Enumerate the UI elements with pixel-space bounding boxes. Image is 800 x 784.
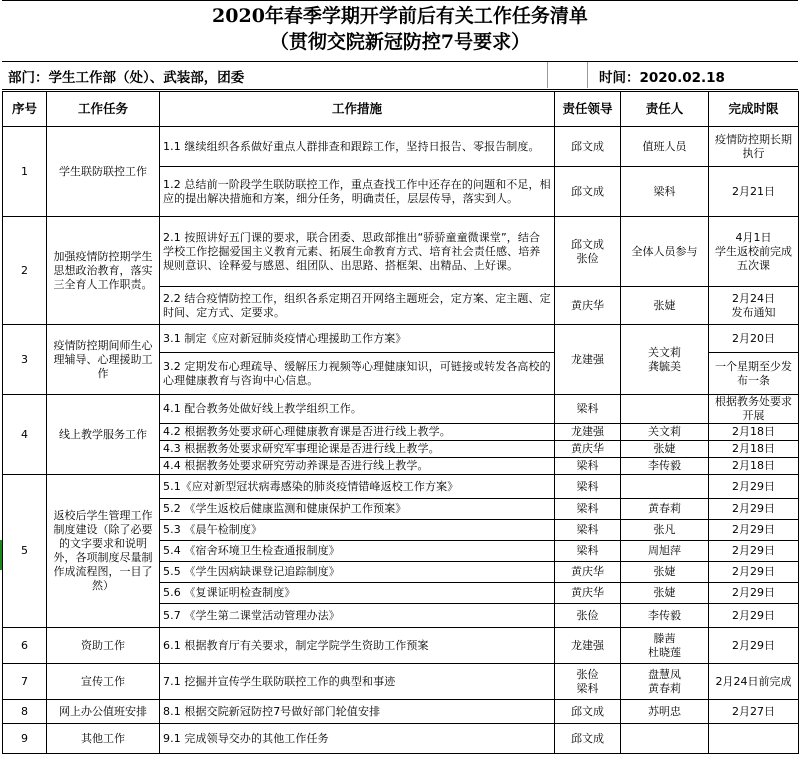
deadline-text: 2月29日 (709, 475, 799, 499)
dept-label: 部门：学生工作部（处）、武装部，团委 (8, 70, 245, 86)
person-name: 盘慧凤 黄春莉 (621, 664, 709, 700)
leader-name: 张俭 梁科 (555, 664, 621, 700)
table-header-row (3, 92, 799, 127)
deadline-text: 2月18日 (709, 424, 799, 441)
measure-text: 5.1《应对新型冠状病毒感染的肺炎疫情错峰返校工作方案》 (160, 475, 555, 499)
person-name: 张凡 (621, 520, 709, 541)
task-table-body (3, 92, 799, 754)
person-name: 全体人员参与 (621, 217, 709, 287)
measure-text: 4.3 根据教务处要求研究军事理论课是否进行线上教学。 (160, 441, 555, 458)
leader-name: 邱文成 (555, 700, 621, 724)
dept-divider (2, 89, 798, 90)
person-name: 值班人员 (621, 127, 709, 167)
leader-name: 黄庆华 (555, 441, 621, 458)
page-subtitle: （贯彻交院新冠防控7号要求） (269, 31, 531, 53)
measure-text: 6.1 根据教育厅有关要求，制定学院学生资助工作预案 (160, 628, 555, 664)
col-header-no: 序号 (3, 92, 47, 127)
deadline-text (709, 724, 799, 754)
table-row (3, 724, 799, 754)
dept-divider-1 (547, 62, 548, 88)
col-header-person: 责任人 (621, 92, 709, 127)
table-row (3, 395, 799, 424)
person-name: 张婕 (621, 562, 709, 583)
row-selection-marker (0, 540, 2, 570)
leader-name: 龙建强 (555, 628, 621, 664)
leader-name: 梁科 (555, 520, 621, 541)
deadline-text: 2月24日前完成 (709, 664, 799, 700)
measure-text: 8.1 根据交院新冠防控7号做好部门轮值安排 (160, 700, 555, 724)
task-name: 疫情防控期间师生心理辅导、心理援助工作 (47, 325, 160, 395)
deadline-text: 2月18日 (709, 458, 799, 475)
deadline-text: 2月29日 (709, 520, 799, 541)
row-number: 9 (3, 724, 47, 754)
deadline-text: 2月18日 (709, 441, 799, 458)
measure-text: 9.1 完成领导交办的其他工作任务 (160, 724, 555, 754)
dept-divider-2 (587, 62, 588, 88)
table-row (3, 628, 799, 664)
person-name: 周旭萍 (621, 541, 709, 562)
row-number: 6 (3, 628, 47, 664)
person-name: 关文莉 (621, 424, 709, 441)
row-number: 2 (3, 217, 47, 325)
measure-text: 7.1 挖掘并宣传学生联防联控工作的典型和事迹 (160, 664, 555, 700)
leader-name: 邱文成 (555, 127, 621, 167)
row-number: 1 (3, 127, 47, 217)
task-table (2, 91, 799, 754)
person-name: 张婕 (621, 441, 709, 458)
leader-name: 黄庆华 (555, 583, 621, 604)
task-name: 其他工作 (47, 724, 160, 754)
deadline-text: 2月29日 (709, 541, 799, 562)
row-number: 7 (3, 664, 47, 700)
task-name: 网上办公值班安排 (47, 700, 160, 724)
row-number: 3 (3, 325, 47, 395)
leader-name: 黄庆华 (555, 287, 621, 325)
deadline-text: 一个星期至少发布一条 (709, 353, 799, 395)
task-name: 线上教学服务工作 (47, 395, 160, 475)
table-row (3, 475, 799, 499)
deadline-text: 2月29日 (709, 628, 799, 664)
col-header-measure: 工作措施 (160, 92, 555, 127)
leader-name: 张俭 (555, 604, 621, 628)
measure-text: 3.1 制定《应对新冠肺炎疫情心理援助工作方案》 (160, 325, 555, 353)
dept-row (2, 62, 798, 88)
table-row (3, 664, 799, 700)
measure-text: 4.4 根据教务处要求研究劳动养课是否进行线上教学。 (160, 458, 555, 475)
task-name: 加强疫情防控期学生思想政治教育，落实三全育人工作职责。 (47, 217, 160, 325)
date-label: 时间：2020.02.18 (599, 70, 725, 86)
table-row (3, 700, 799, 724)
measure-text: 5.4 《宿舍环境卫生检查通报制度》 (160, 541, 555, 562)
person-name (621, 724, 709, 754)
deadline-text: 根据教务处要求开展 (709, 395, 799, 424)
leader-name: 黄庆华 (555, 562, 621, 583)
person-name: 关文莉 龚毓美 (621, 325, 709, 395)
leader-name: 邱文成 (555, 167, 621, 217)
task-name: 返校后学生管理工作制度建设（除了必要的文字要求和说明外，各项制度尽量制作成流程图，一目了然） (47, 475, 160, 628)
deadline-text: 4月1日 学生返校前完成五次课 (709, 217, 799, 287)
measure-text: 4.2 根据教务处要求研心理健康教育课是否进行线上教学。 (160, 424, 555, 441)
deadline-text: 2月29日 (709, 604, 799, 628)
row-number: 4 (3, 395, 47, 475)
leader-name: 梁科 (555, 458, 621, 475)
person-name: 张婕 (621, 583, 709, 604)
leader-name: 邱文成 张俭 (555, 217, 621, 287)
measure-text: 5.2 《学生返校后健康监测和健康保护工作预案》 (160, 499, 555, 520)
deadline-text: 2月29日 (709, 583, 799, 604)
leader-name: 龙建强 (555, 325, 621, 395)
measure-text: 4.1 配合教务处做好线上教学组织工作。 (160, 395, 555, 424)
measure-text: 5.5 《学生因病缺课登记追踪制度》 (160, 562, 555, 583)
measure-text: 5.7 《学生第二课堂活动管理办法》 (160, 604, 555, 628)
table-row (3, 217, 799, 287)
person-name: 梁科 (621, 167, 709, 217)
deadline-text: 2月24日 发布通知 (709, 287, 799, 325)
leader-name: 梁科 (555, 475, 621, 499)
leader-name: 邱文成 (555, 724, 621, 754)
title-block (2, 0, 798, 60)
col-header-deadline: 完成时限 (709, 92, 799, 127)
person-name: 李传毅 (621, 458, 709, 475)
deadline-text: 2月20日 (709, 325, 799, 353)
page-title: 2020年春季学期开学前后有关工作任务清单 (212, 5, 588, 27)
measure-text: 2.2 结合疫情防控工作，组织各系定期召开网络主题班会，定方案、定主题、定时间、定方式、定要求。 (160, 287, 555, 325)
person-name: 苏明忠 (621, 700, 709, 724)
measure-text: 5.3 《晨午检制度》 (160, 520, 555, 541)
task-name: 学生联防联控工作 (47, 127, 160, 217)
person-name (621, 395, 709, 424)
measure-text: 1.1 继续组织各系做好重点人群排查和跟踪工作，坚持日报告、零报告制度。 (160, 127, 555, 167)
col-header-task: 工作任务 (47, 92, 160, 127)
person-name: 滕茜 杜晓莲 (621, 628, 709, 664)
table-row (3, 127, 799, 167)
measure-text: 1.2 总结前一阶段学生联防联控工作，重点查找工作中还存在的问题和不足，相应的提出解决措施和方案，细分任务，明确责任，层层传导，落实到人。 (160, 167, 555, 217)
measure-text: 3.2 定期发布心理疏导、缓解压力视频等心理健康知识，可链接或转发各高校的心理健康教育与咨询中心信息。 (160, 353, 555, 395)
measure-text: 2.1 按照讲好五门课的要求，联合团委、思政部推出“骄骄童童微课堂”，结合学校工作挖掘爱国主义教育元素、拓展生命教育方式、培育社会责任感、培养规则意识、诠释爱与感恩、组团队、出思路、搭框架、出精品、上好课。 (160, 217, 555, 287)
task-name: 资助工作 (47, 628, 160, 664)
person-name: 黄春莉 (621, 499, 709, 520)
person-name: 张婕 (621, 287, 709, 325)
deadline-text: 2月29日 (709, 562, 799, 583)
deadline-text: 疫情防控期长期执行 (709, 127, 799, 167)
col-header-leader: 责任领导 (555, 92, 621, 127)
person-name (621, 475, 709, 499)
row-number: 8 (3, 700, 47, 724)
deadline-text: 2月21日 (709, 167, 799, 217)
leader-name: 梁科 (555, 395, 621, 424)
row-number: 5 (3, 475, 47, 628)
deadline-text: 2月27日 (709, 700, 799, 724)
person-name: 李传毅 (621, 604, 709, 628)
measure-text: 5.6 《复课证明检查制度》 (160, 583, 555, 604)
leader-name: 梁科 (555, 541, 621, 562)
leader-name: 梁科 (555, 499, 621, 520)
deadline-text: 2月29日 (709, 499, 799, 520)
task-name: 宣传工作 (47, 664, 160, 700)
table-row (3, 325, 799, 353)
leader-name: 龙建强 (555, 424, 621, 441)
